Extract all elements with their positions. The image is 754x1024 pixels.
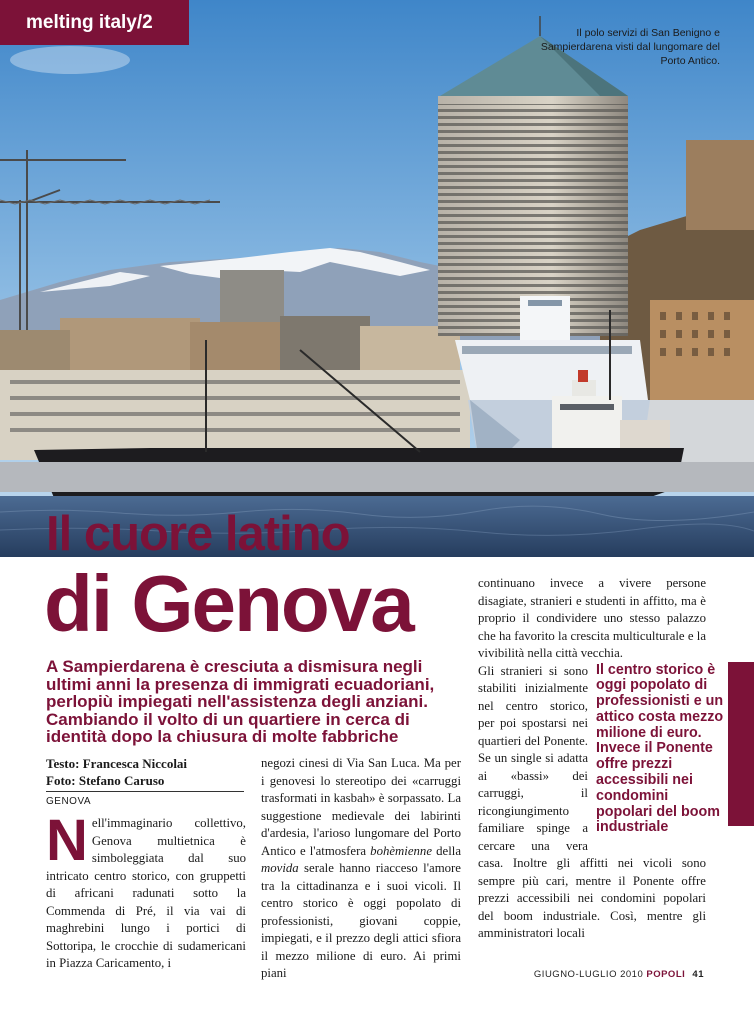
standfirst: A Sampierdarena è cresciuta a dismisura negli ultimi anni la presenza di immigrati ecuadoriani, perlopiù impiegati nell'assistenza degli anziani. Cambiando il volto di un quartiere in cerca di identità dopo la chiusura di molte fabbriche xyxy=(46,657,435,746)
column-2-text-c: serale hanno riacceso l'amore tra la cittadinanza e i suoi vicoli. Il centro storico è oggi popolato di professionisti, giovani coppie, impiegati, e il prezzo degli attici sfiora il mezzo milione di euro. Ai primi piani xyxy=(261,861,461,980)
column-2-emphasis-2: movida xyxy=(261,861,299,875)
photo-credit: Foto: Stefano Caruso xyxy=(46,773,165,788)
column-2-text-a: negozi cinesi di Via San Luca. Ma per i genovesi lo stereotipo dei «carruggi trasformati in kasbah» è sorpassato. La suggestione medievale dei labirinti d'ardesia, l'arioso lungomare del Porto Antico e l'atmosfera xyxy=(261,756,461,858)
column-2-emphasis-1: bohèmienne xyxy=(370,843,433,858)
byline xyxy=(46,755,244,810)
byline-rule xyxy=(46,791,244,792)
side-accent-tab xyxy=(728,662,754,826)
dateline: GENOVA xyxy=(46,796,92,807)
body-column-1 xyxy=(46,808,246,973)
pull-quote: Il centro storico è oggi popolato di professionisti e un attico costa mezzo milione di euro. Invece il Ponente offre prezzi accessibili nei condomini popolari del boom industriale xyxy=(596,661,724,836)
column-1-text: ell'immaginario collettivo, Genova multietnica è simboleggiata dal suo intricato centro storico, con gruppetti di africani radunati sotto la Commenda di Pré, il via vai di maghrebini lungo i portici di Sottoripa, le crocchie di sudamericani in Piazza Caricamento, i xyxy=(46,816,246,970)
page-number: 41 xyxy=(692,969,704,980)
magazine-name: POPOLI xyxy=(646,969,686,980)
column-2-text-b: della xyxy=(432,843,461,858)
author-credit: Testo: Francesca Niccolai xyxy=(46,756,188,771)
dropcap: N xyxy=(46,808,88,873)
section-tab: melting italy/2 xyxy=(0,0,189,45)
photo-caption: Il polo servizi di San Benigno e Sampierdarena visti dal lungomare del Porto Antico. xyxy=(540,27,720,67)
body-column-2 xyxy=(261,755,461,983)
headline-line-1: Il cuore latino xyxy=(46,507,350,561)
column-3-paragraph-2: Gli stranieri si sono stabiliti inizialmente nel centro storico, per poi spostarsi nei quartieri del Ponente. Se un single si adatta ai «bassi» dei carruggi, il ricongiungimento familiare spinge a cercare una vera casa. Inoltre gli affitti nei vicoli sono sempre più cari, mentre il Ponente offre prezzi accessibili nei condomini popolari del boom industriale. Così, mentre gli amministratori locali xyxy=(478,663,706,940)
page-folio xyxy=(534,969,704,980)
column-3-paragraph-1: continuano invece a vivere persone disagiate, stranieri e studenti in affitto, ma è proprio il condividere uno stesso palazzo che ha favorito la crescita multiculturale e la vivibilità nella città vecchia. xyxy=(478,576,706,660)
body-column-3 xyxy=(478,575,724,943)
headline-line-2: di Genova xyxy=(44,559,413,648)
issue-date: GIUGNO-LUGLIO 2010 xyxy=(533,969,644,980)
